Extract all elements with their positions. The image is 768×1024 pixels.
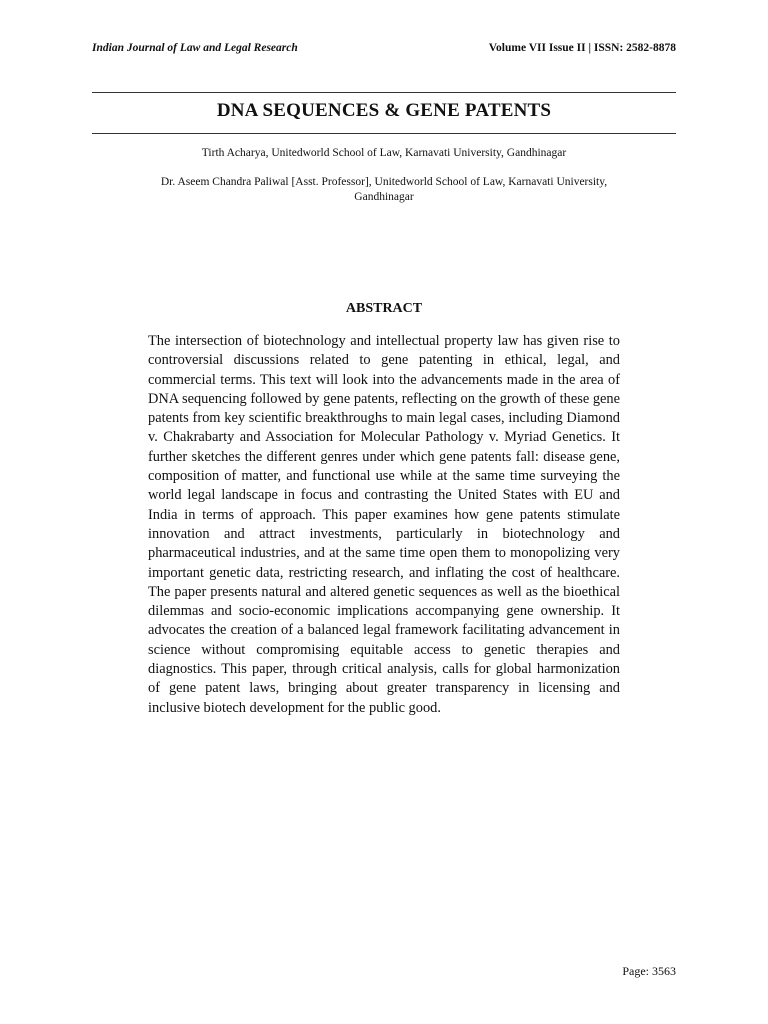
title-rule-bottom [92,133,676,134]
journal-name: Indian Journal of Law and Legal Research [92,42,298,54]
volume-issn: Volume VII Issue II | ISSN: 2582-8878 [488,42,676,54]
page-number: Page: 3563 [622,964,676,978]
running-header [92,42,676,60]
author-line-2: Dr. Aseem Chandra Paliwal [Asst. Professor], Unitedworld School of Law, Karnavati University, Gandhinagar [160,176,608,203]
paper-title: DNA SEQUENCES & GENE PATENTS [216,100,552,121]
abstract-body: The intersection of biotechnology and intellectual property law has given rise to controversial discussions related to gene patenting in ethical, legal, and commercial terms. This text will look into the advancements made in the area of DNA sequencing followed by gene patents, reflecting on the growth of these gene patents from key scientific breakthroughs to main legal cases, including Diamond v. Chakrabarty and Association for Molecular Pathology v. Myriad Genetics. It further sketches the different genres under which gene patents fall: disease gene, composition of matter, and functional use while at the same time surveying the world legal landscape in focus and contrasting the United States with EU and India in terms of approach. This paper examines how gene patents stimulate innovation and attract investments, particularly in biotechnology and pharmaceutical industries, and at the same time open them to monopolizing very important genetic data, restricting research, and inflating the cost of healthcare. The paper presents natural and altered genetic sequences as well as the bioethical dilemmas and socio-economic implications accompanying gene ownership. It advocates the creation of a balanced legal framework facilitating advancement in science without compromising equitable access to genetic therapies and diagnostics. This paper, through critical analysis, calls for global harmonization of gene patent laws, bringing about greater transparency in licensing and inclusive biotech development for the public good. [148,333,620,716]
abstract-heading: ABSTRACT [345,301,423,316]
author-line-1: Tirth Acharya, Unitedworld School of Law, Karnavati University, Gandhinagar [201,147,567,159]
title-rule-top [92,92,676,93]
